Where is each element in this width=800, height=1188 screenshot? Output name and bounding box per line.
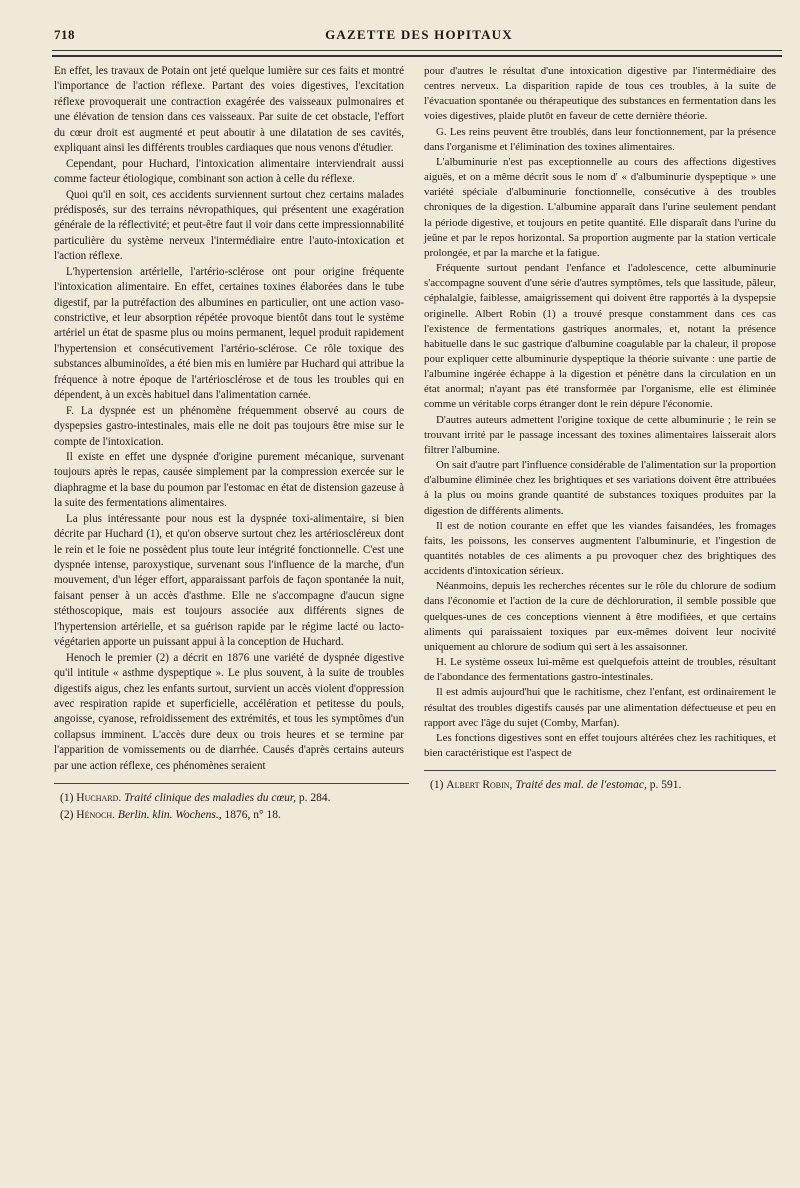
footnote-number: (1) bbox=[430, 779, 444, 791]
page-header bbox=[54, 27, 784, 47]
paragraph: F. La dyspnée est un phénomène fréquemment observé au cours de dyspepsies gastro-intestinales, mais elle ne doit pas toujours être mise sur le compte de l'intoxication. bbox=[54, 404, 404, 448]
footnote-pages: p. 591. bbox=[649, 779, 682, 791]
footnote-number: (2) bbox=[60, 809, 74, 821]
footnote-rule bbox=[54, 783, 409, 784]
paragraph: G. Les reins peuvent être troublés, dans leur fonctionnement, par la présence dans l'organisme et l'élimination des toxines alimentaires. bbox=[424, 125, 776, 153]
paragraph: On sait d'autre part l'influence considérable de l'alimentation sur la proportion d'albumine éliminée chez les brightiques et ses variations doivent être attribuées à la plus ou moins grande quantité de substances toxiques produites par la digestion de différents aliments. bbox=[424, 459, 776, 517]
footnote-author: Huchard. bbox=[76, 792, 122, 804]
paragraph: H. Le système osseux lui-même est quelquefois atteint de troubles, résultant de l'abondance des fermentations gastro-intestinales. bbox=[424, 656, 776, 684]
footnote-title: Traité des mal. de l'estomac, bbox=[515, 779, 647, 791]
page-number: 718 bbox=[54, 27, 75, 42]
paragraph: En effet, les travaux de Potain ont jeté quelque lumière sur ces faits et montré l'importance de l'action réflexe. Partant des voies digestives, l'excitation réflexe provoquerait une contraction exagérée des vaisseaux pulmonaires et une élévation de tension dans ces vaisseaux. Par suite de cet obstacle, l'effort du cœur droit est augmenté et peut aboutir à une dilatation de ses cavités, expliquant ainsi les différents troubles cardiaques que nous venons d'étudier. bbox=[54, 65, 404, 155]
footnote-author: Hénoch. bbox=[76, 809, 116, 821]
right-column bbox=[424, 64, 776, 761]
paragraph: L'hypertension artérielle, l'artério-sclérose ont pour origine fréquente l'intoxication alimentaire. En effet, certaines toxines élaborées dans le tube digestif, par la putréfaction des albumines en particulier, ont une action vaso-constrictive, et leur absorption répétée provoque bientôt dans tout le système artériel un état de spasme plus ou moins permanent, lequel produit rapidement l'hypertension et consécutivement l'artério-sclérose. Ce rôle toxique des substances albuminoïdes, a été bien mis en lumière par Huchard qui attribue la fréquence à notre époque de l'artériosclérose et de tous les troubles qui en dépendent, à un excès habituel dans l'alimentation carnée. bbox=[54, 265, 404, 402]
paragraph: Henoch le premier (2) a décrit en 1876 une variété de dyspnée digestive qu'il intitule « asthme dyspeptique ». Le plus souvent, à la suite de troubles digestifs aigus, chez les enfants surtout, survient un accès violent d'oppression avec respiration rapide et superficielle, accélération et petitesse du pouls, angoisse, cyanose, refroidissement des extrémités, et tous les symptômes d'un collapsus imminent. L'accès dure deux ou trois heures et se termine par l'apparition de vomissements ou de diarrhée. Causés d'après certains auteurs par une action réflexe, ces phénomènes seraient bbox=[54, 651, 404, 772]
footnote-title: Traité clinique des maladies du cœur, bbox=[124, 792, 296, 804]
paragraph: Il est admis aujourd'hui que le rachitisme, chez l'enfant, est ordinairement le résultat des troubles digestifs causés par une alimentation défectueuse et peu en rapport avec l'âge du sujet (Comby, Marfan). bbox=[424, 686, 776, 729]
paragraph: La plus intéressante pour nous est la dyspnée toxi-alimentaire, si bien décrite par Huchard (1), et qu'on observe surtout chez les artérioscléreux dont le rein et le foie ne possèdent plus toute leur intégrité fonctionnelle. C'est une dyspnée intense, paroxystique, survenant sous l'influence de la marche, d'un mouvement, d'un léger effort, apparaissant parfois de façon spontanée la nuit, faisant penser à un accès d'asthme. Elle ne s'accompagne d'aucun signe stéthoscopique, mais est toujours associée aux différents signes de l'hypertension artérielle, et sa guérison rapide par le régime lacté ou lacto-végétarien apporte un puissant appui à la conception de Huchard. bbox=[54, 512, 404, 649]
paragraph: pour d'autres le résultat d'une intoxication digestive par l'intermédiaire des centres nerveux. La disparition rapide de tous ces troubles, à la suite de l'évacuation spontanée ou thérapeutique des substances en fermentation dans les voies digestives, plaide plutôt en faveur de cette dernière théorie. bbox=[424, 65, 776, 123]
footnote-number: (1) bbox=[60, 792, 74, 804]
footnote-author: Albert Robin, bbox=[446, 779, 513, 791]
footnote-title: Berlin. klin. Wochens., bbox=[117, 809, 222, 821]
footnote-rule bbox=[424, 770, 776, 771]
running-title: GAZETTE DES HOPITAUX bbox=[325, 27, 513, 42]
footnotes-right bbox=[430, 777, 776, 794]
left-column bbox=[54, 64, 404, 774]
paragraph: Il est de notion courante en effet que les viandes faisandées, les fromages faits, les poissons, les conserves augmentent l'albuminurie, et l'ingestion de quantités notables de ces aliments a pu provoquer chez des brightiques des accidents d'intoxication sérieux. bbox=[424, 519, 776, 578]
paragraph: Il existe en effet une dyspnée d'origine purement mécanique, survenant toujours après le repas, causée simplement par la compression exercée sur le diaphragme et la base du poumon par l'estomac en état de distension gazeuse à la suite des fermentations alimentaires. bbox=[54, 450, 404, 510]
paragraph: Cependant, pour Huchard, l'intoxication alimentaire interviendrait aussi comme facteur étiologique, combinant son action à celle du réflexe. bbox=[54, 157, 404, 186]
footnote bbox=[60, 807, 410, 824]
paragraph: Fréquente surtout pendant l'enfance et l'adolescence, cette albuminurie s'accompagne souvent d'une série d'autres symptômes, tels que lassitude, pâleur, céphalalgie, faiblesse, amaigrissement qui doivent être rapportés à la dyspepsie originelle. Albert Robin (1) a trouvé presque constamment dans ces cas l'existence de fermentations gastriques anormales, et, notant la présence habituelle dans le suc gastrique d'albumine coagulable par la chaleur, il propose pour expliquer cette albuminurie dyspeptique la théorie suivante : une partie de l'albumine ingérée échappe à la digestion et pénètre dans la circulation en un état anormal; n'ayant pas été transformée par l'organisme, elle est éliminée comme un véritable corps étranger dont le rein dépure l'économie. bbox=[424, 262, 776, 411]
paragraph: Les fonctions digestives sont en effet toujours altérées chez les rachitiques, et bien caractéristique est l'aspect de bbox=[424, 731, 776, 760]
footnote-pages: 1876, n° 18. bbox=[224, 809, 281, 821]
paragraph: Quoi qu'il en soit, ces accidents surviennent surtout chez certains malades prédisposés, sur des terrains névropathiques, qui présentent une exagération générale de la réflectivité; et peut-être faut il voir dans cette impressionnabilité particulière du système nerveux l'intermédiaire entre l'auto-intoxication et l'action réflexe. bbox=[54, 188, 404, 263]
footnotes-left bbox=[60, 790, 410, 824]
footnote bbox=[430, 777, 776, 794]
footnote-pages: p. 284. bbox=[298, 792, 331, 804]
header-rule-double bbox=[52, 55, 782, 57]
header-rule bbox=[52, 50, 782, 51]
paragraph: D'autres auteurs admettent l'origine toxique de cette albuminurie ; le rein se trouvant irrité par le passage incessant des toxines alimentaires laisserait alors filtrer l'albumine. bbox=[424, 413, 776, 456]
footnote bbox=[60, 790, 410, 807]
paragraph: L'albuminurie n'est pas exceptionnelle au cours des affections digestives aiguës, et on a même décrit sous le nom d' « d'albuminurie dyspeptique » une variété spéciale d'albuminurie fonctionnelle, consécutive à des troubles chroniques de la digestion. L'albumine apparaît dans l'urine seulement pendant la période digestive, et toujours en petite quantité. Elle disparaît dans l'urine du jeûne et par le repos horizontal. Sa proportion augmente par la station verticale prolongée, et par la marche et la fatigue. bbox=[424, 155, 776, 259]
paragraph: Néanmoins, depuis les recherches récentes sur le rôle du chlorure de sodium dans l'économie et l'action de la cure de déchloruration, il semble possible que quelques-unes de ces conceptions viennent à être modifiées, et que certains aliments qui paraissaient toxiques par eux-mêmes doivent leur nocivité uniquement au chlorure de sodium qui sert à les assaisonner. bbox=[424, 580, 776, 653]
